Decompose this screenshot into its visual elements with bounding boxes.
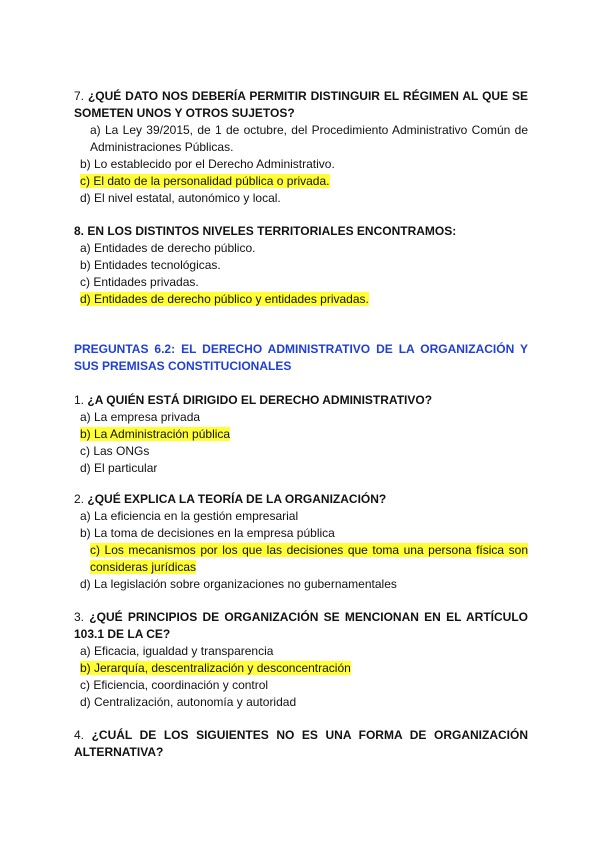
question-s2-text: 2. ¿QUÉ EXPLICA LA TEORÍA DE LA ORGANIZACIÓN?: [74, 492, 387, 506]
option-b-correct: b) Jerarquía, descentralización y desconcentración: [80, 661, 351, 675]
option-d: d) Centralización, autonomía y autoridad: [80, 695, 297, 709]
option-d: d) El particular: [80, 461, 158, 475]
option-c: c) Entidades privadas.: [80, 275, 199, 289]
question-s4: [74, 727, 528, 761]
option-d: d) El nivel estatal, autonómico y local.: [80, 191, 281, 205]
section-heading: PREGUNTAS 6.2: EL DERECHO ADMINISTRATIVO DE LA ORGANIZACIÓN Y SUS PREMISAS CONSTITUCIONALES: [74, 342, 528, 373]
option-c-correct: c) El dato de la personalidad pública o privada.: [80, 174, 330, 188]
option-c: c) Las ONGs: [80, 444, 150, 458]
option-b-correct: b) La Administración pública: [80, 427, 231, 441]
option-a: a) La Ley 39/2015, de 1 de octubre, del Procedimiento Administrativo Común de Administraciones Públicas.: [90, 123, 528, 154]
option-a: a) La empresa privada: [80, 410, 201, 424]
option-b: b) Lo establecido por el Derecho Administrativo.: [80, 157, 335, 171]
option-a: a) Eficacia, igualdad y transparencia: [80, 644, 274, 658]
question-8: [74, 223, 528, 308]
option-a: a) La eficiencia en la gestión empresarial: [80, 509, 299, 523]
question-7-text: 7. ¿QUÉ DATO NOS DEBERÍA PERMITIR DISTINGUIR EL RÉGIMEN AL QUE SE SOMETEN UNOS Y OTROS SUJETOS?: [74, 89, 528, 120]
question-7: [74, 88, 528, 207]
option-d-correct: d) Entidades de derecho público y entidades privadas.: [80, 292, 369, 306]
question-s1: [74, 392, 528, 477]
option-d: d) La legislación sobre organizaciones no gubernamentales: [80, 577, 397, 591]
question-8-text: 8. EN LOS DISTINTOS NIVELES TERRITORIALES ENCONTRAMOS:: [74, 224, 457, 238]
question-s4-text: 4. ¿CUÁL DE LOS SIGUIENTES NO ES UNA FORMA DE ORGANIZACIÓN ALTERNATIVA?: [74, 728, 528, 759]
option-a: a) Entidades de derecho público.: [80, 241, 256, 255]
question-s3: [74, 609, 528, 711]
question-s2: [74, 491, 528, 593]
option-c: c) Eficiencia, coordinación y control: [80, 678, 269, 692]
option-b: b) La toma de decisiones en la empresa pública: [80, 526, 335, 540]
question-s1-text: 1. ¿A QUIÉN ESTÁ DIRIGIDO EL DERECHO ADMINISTRATIVO?: [74, 393, 433, 407]
option-c-correct: c) Los mecanismos por los que las decisiones que toma una persona física son consideras jurídicas: [90, 543, 528, 574]
option-b: b) Entidades tecnológicas.: [80, 258, 221, 272]
question-s3-text: 3. ¿QUÉ PRINCIPIOS DE ORGANIZACIÓN SE MENCIONAN EN EL ARTÍCULO 103.1 DE LA CE?: [74, 610, 528, 641]
